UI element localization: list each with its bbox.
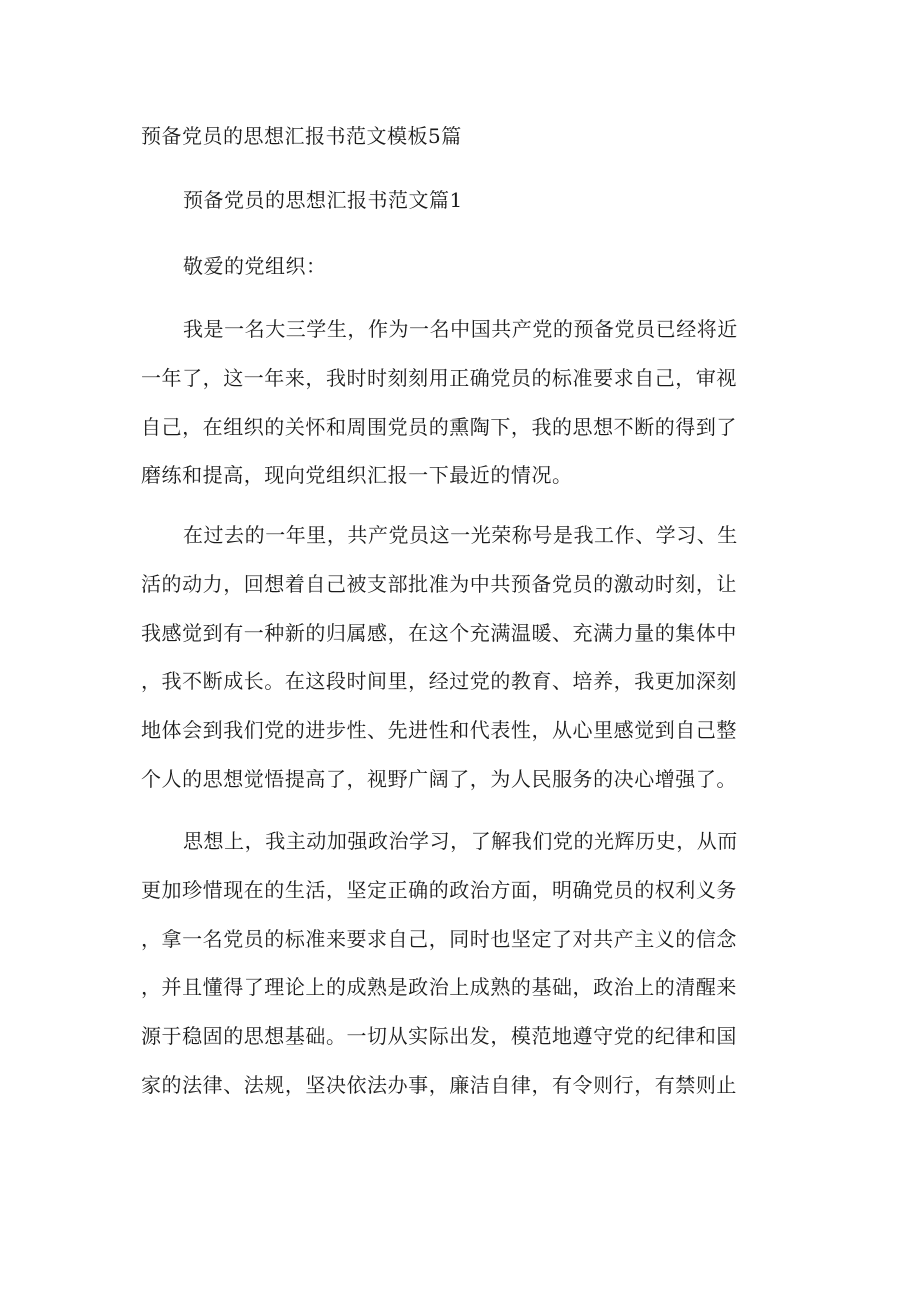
paragraph-line: ，我不断成长。在这段时间里，经过党的教育、培养，我更加深刻 — [141, 669, 737, 694]
paragraph-line: ，并且懂得了理论上的成熟是政治上成熟的基础，政治上的清醒来 — [141, 975, 737, 1000]
paragraph-line: 我是一名大三学生，作为一名中国共产党的预备党员已经将近 — [183, 317, 738, 341]
salutation: 敬爱的党组织： — [183, 254, 327, 278]
paragraph-1 — [141, 305, 781, 500]
paragraph-line: 一年了，这一年来，我时时刻刻用正确党员的标准要求自己，审视 — [141, 365, 737, 390]
paragraph-line: 更加珍惜现在的生活，坚定正确的政治方面，明确党员的权利义务 — [141, 877, 737, 902]
paragraph-line: 个人的思想觉悟提高了，视野广阔了，为人民服务的决心增强了。 — [141, 766, 737, 791]
paragraph-line: 我感觉到有一种新的归属感，在这个充满温暖、充满力量的集体中 — [141, 620, 737, 645]
paragraph-line: 在过去的一年里，共产党员这一光荣称号是我工作、学习、生 — [183, 523, 738, 547]
paragraph-line: 自己，在组织的关怀和周围党员的熏陶下，我的思想不断的得到了 — [141, 414, 737, 439]
paragraph-3 — [141, 817, 781, 1110]
paragraph-line: 地体会到我们党的进步性、先进性和代表性，从心里感觉到自己整 — [141, 718, 737, 743]
document-title: 预备党员的思想汇报书范文模板5篇 — [141, 124, 462, 148]
paragraph-2 — [141, 511, 781, 804]
paragraph-line: 源于稳固的思想基础。一切从实际出发，模范地遵守党的纪律和国 — [141, 1024, 737, 1049]
paragraph-line: 思想上，我主动加强政治学习，了解我们党的光辉历史，从而 — [183, 829, 738, 853]
paragraph-line: ，拿一名党员的标准来要求自己，同时也坚定了对共产主义的信念 — [141, 926, 737, 951]
paragraph-line: 磨练和提高，现向党组织汇报一下最近的情况。 — [141, 463, 573, 488]
paragraph-line: 活的动力，回想着自己被支部批准为中共预备党员的激动时刻，让 — [141, 571, 737, 596]
paragraph-line: 家的法律、法规，坚决依法办事，廉洁自律，有令则行，有禁则止 — [141, 1072, 737, 1097]
section-heading: 预备党员的思想汇报书范文篇1 — [183, 188, 463, 212]
